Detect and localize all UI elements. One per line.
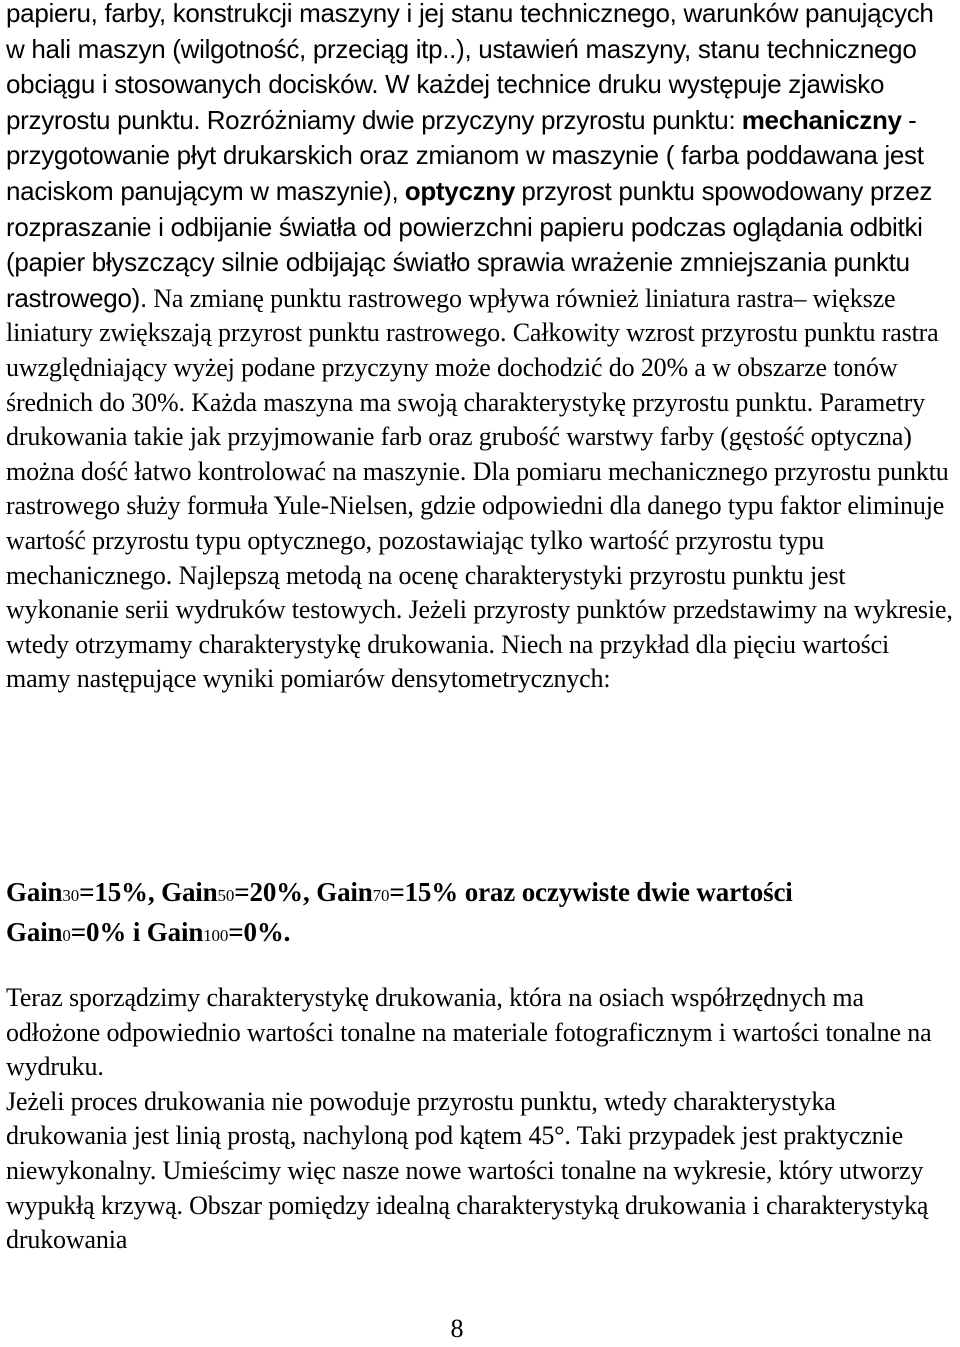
text-print-parameters: Parametry drukowania takie jak przyjmowanie farb oraz grubość warstwy farby (gęstość optyczna) można dość łatwo kontrolować na maszynie. — [6, 387, 925, 486]
page-number: 8 — [450, 1314, 464, 1343]
text-degree: °. Taki — [554, 1121, 622, 1151]
text-mechanical-desc: - przygotowanie płyt drukarskich oraz zmianom w maszynie ( farba poddawana jest naciskom panującym w maszynie), — [6, 104, 924, 206]
text-convex-curve: przypadek jest praktycznie niewykonalny. Umieścimy więc nasze nowe wartości tonalne na wykresie, który utworzy wypukłą krzywą. Obszar pomiędzy idealną charakterystyką drukowania i charakterystyką drukowania — [6, 1121, 929, 1255]
body-paragraph-1 — [6, 0, 956, 697]
term-optical: optyczny — [404, 175, 516, 206]
text-measurements-intro: Niech na przykład dla pięciu wartości mamy następujące wyniki pomiarów densytometrycznych: — [6, 629, 890, 694]
text-characteristic-axes: Teraz sporządzimy charakterystykę drukowania, która na osiach współrzędnych ma odłożone odpowiednio wartości tonalne na materiale fotograficznym i wartości tonalne na wydruku. — [6, 983, 932, 1082]
text-total-gain: Całkowity wzrost przyrostu punktu rastra uwzględniający wyżej podane przyczyny może dochodzić do 20% a w obszarze tonów średnich do 30%. — [6, 318, 939, 417]
text-yule-nielsen: Dla pomiaru mechanicznego przyrostu punktu rastrowego służy formuła Yule-Nielsen, gdzie odpowiedni dla danego typu faktor eliminuje wartość przyrostu typu optycznego, pozostawiając tylko wartość przyrostu typu mechanicznego. — [6, 456, 949, 590]
text-ideal-line: Jeżeli proces drukowania nie powoduje przyrostu punktu, wtedy charakterystyka drukowania jest linią prostą, nachyloną pod kątem 45 — [6, 1086, 836, 1151]
term-mechanical: mechaniczny — [741, 104, 902, 135]
text-causes: Rozróżniamy dwie przyczyny przyrostu punktu: — [206, 104, 736, 135]
text-chart-intro: Jeżeli przyrosty punktów przedstawimy na wykresie, wtedy otrzymamy charakterystykę drukowania. — [6, 595, 953, 659]
text-optical-desc: przyrost punktu spowodowany przez rozpraszanie i odbijanie światła od powierzchni papieru podczas oglądania odbitki (papier błyszczący silnie odbijając światło sprawia wrażenie zmniejszania punktu rastrowego). — [6, 175, 933, 313]
text-test-prints: Najlepszą metodą na ocenę charakterystyki przyrostu punktu jest wykonanie serii wydruków testowych. — [6, 560, 846, 625]
body-paragraph-2 — [6, 981, 956, 1258]
gain-formula: Gain30=15%, Gain50=20%, Gain70=15% oraz oczywiste dwie wartości Gain0=0% i Gain100=0%. — [6, 877, 793, 947]
text-machine-characteristic: Każda maszyna ma swoją charakterystykę przyrostu punktu. — [191, 387, 814, 417]
text-screen-ruling: Na zmianę punktu rastrowego wpływa również liniatura rastra– większe liniatury zwiększają przyrost punktu rastrowego. — [6, 283, 896, 348]
text-intro: papieru, farby, konstrukcji maszyny i jej stanu technicznego, warunków panujących w hali maszyn (wilgotność, przeciąg itp..), ustawień maszyny, stanu technicznego obciągu i stosowanych docisków. W każdej technice druku występuje zjawisko przyrostu punktu. — [6, 0, 934, 135]
